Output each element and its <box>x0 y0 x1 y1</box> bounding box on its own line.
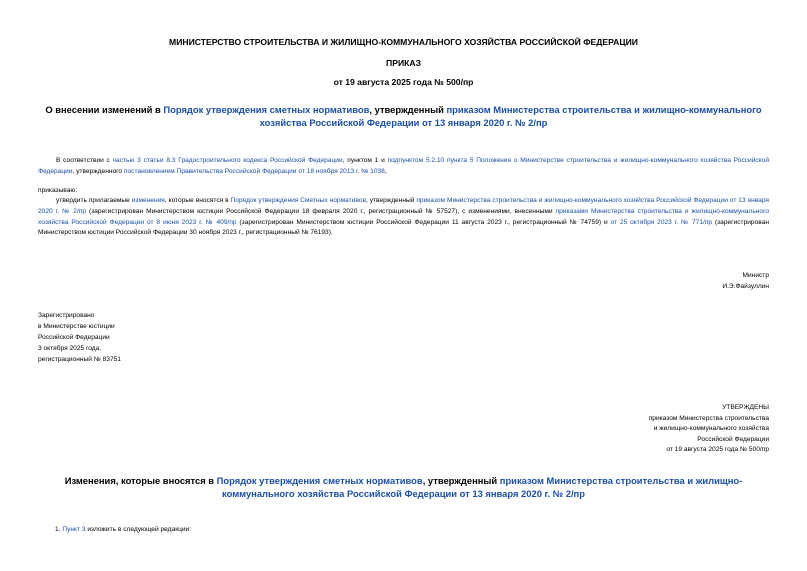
approval-line: Российской Федерации <box>697 435 769 443</box>
p3-link-order-2020[interactable]: приказом Министерства строительства и жилищно-коммунального хозяйства Российской Федерации от 13 января 2020 г. № 2/пр <box>38 197 769 215</box>
p1-text-2: , пунктом 1 и <box>342 157 388 164</box>
title-text-2: , утвержденный <box>369 104 447 115</box>
document-title <box>38 103 769 129</box>
p1-text-1: В соответствии с <box>56 157 113 164</box>
item-text: изложить в следующей редакции: <box>85 526 192 533</box>
registration-line: Российской Федерации <box>38 334 110 341</box>
p1-link-regulation[interactable]: подпунктом 5.2.10 пункта 5 Положения о Министерстве строительства и жилищно-коммунального хозяйства Российской Федерации <box>38 157 770 175</box>
title-link-procedure[interactable]: Порядок утверждения сметных нормативов <box>163 104 370 115</box>
p3-text-1: утвердить прилагаемые <box>56 197 132 204</box>
title-text-1: О внесении изменений в <box>45 104 164 115</box>
p3-text-6: (зарегистрирован Министерством юстиции Российской Федерации 30 ноября 2023 г., регистрационный № 76193). <box>38 218 769 237</box>
p3-text-4: (зарегистрирован Министерством юстиции Российской Федерации 18 февраля 2020 г., регистрационный № 57527), с изменениями, внесенными <box>86 207 556 215</box>
approval-line: приказом Министерства строительства <box>648 414 769 422</box>
signature-name: И.Э.Файзуллин <box>722 283 769 290</box>
p3-text-3: , утвержденный <box>365 197 417 204</box>
title2-link-order[interactable]: приказом Министерства строительства и жилищно-коммунального хозяйства Российской Федерации от 13 января 2020 г. № 2/пр <box>222 475 743 499</box>
registration-line: в Министерстве юстиции <box>38 323 115 330</box>
ministry-heading: МИНИСТЕРСТВО СТРОИТЕЛЬСТВА И ЖИЛИЩНО-КОММУНАЛЬНОГО ХОЗЯЙСТВА РОССИЙСКОЙ ФЕДЕРАЦИИ <box>169 37 638 47</box>
registration-line: Зарегистрировано <box>38 312 95 319</box>
title2-text-1: Изменения, которые вносятся в <box>64 475 217 486</box>
p1-link-code[interactable]: частью 3 статьи 8.3 Градостроительного кодекса Российской Федерации <box>112 157 343 164</box>
title2-text-2: , утвержденный <box>422 475 500 486</box>
changes-title <box>38 474 769 500</box>
title-link-order[interactable]: приказом Министерства строительства и жилищно-коммунального хозяйства Российской Федерации от 13 января 2020 г. № 2/пр <box>259 104 762 128</box>
approval-line: и жилищно-коммунального хозяйства <box>653 425 769 432</box>
signature-position: Министр <box>742 272 769 279</box>
change-item-1 <box>55 526 191 533</box>
registration-block <box>38 310 121 365</box>
p1-text-4: , <box>384 167 387 175</box>
registration-line: регистрационный № 83751 <box>38 356 121 363</box>
signature-block <box>722 270 769 292</box>
p3-link-order-oct-2023[interactable]: от 25 октября 2023 г. № 771/пр <box>610 218 713 226</box>
paragraph-basis <box>38 156 769 178</box>
document-date-number: от 19 августа 2025 года № 500/пр <box>333 77 474 87</box>
p1-link-resolution[interactable]: постановлением Правительства Российской Федерации от 18 ноября 2013 г. № 1038 <box>123 167 385 175</box>
p3-text-2: , которые вносятся в <box>164 197 231 204</box>
approval-line: УТВЕРЖДЕНЫ <box>722 404 769 411</box>
p1-text-3: , утвержденного <box>72 167 124 175</box>
title2-link-procedure[interactable]: Порядок утверждения сметных нормативов <box>216 475 423 486</box>
paragraph-approve <box>38 196 769 239</box>
approval-line: от 19 августа 2025 года № 500/пр <box>666 446 769 453</box>
p3-link-changes[interactable]: изменения <box>131 197 165 204</box>
item-link-clause-3[interactable]: Пункт 3 <box>62 526 86 533</box>
paragraph-order-word: приказываю: <box>38 187 78 194</box>
approval-stamp-block <box>649 403 769 456</box>
item-number: 1. <box>55 526 63 533</box>
p3-link-orders-2023[interactable]: приказами Министерства строительства и жилищно-коммунального хозяйства Российской Федерации от 8 июня 2023 г. № 409/пр <box>38 207 769 226</box>
document-type: ПРИКАЗ <box>386 58 421 68</box>
registration-line: 3 октября 2025 года, <box>38 345 102 352</box>
p3-link-procedure[interactable]: Порядок утверждения Сметных нормативов <box>230 197 366 204</box>
p3-text-5: (зарегистрирован Министерством юстиции Российской Федерации 11 августа 2023 г., регистрационный № 74759) и <box>236 218 611 226</box>
